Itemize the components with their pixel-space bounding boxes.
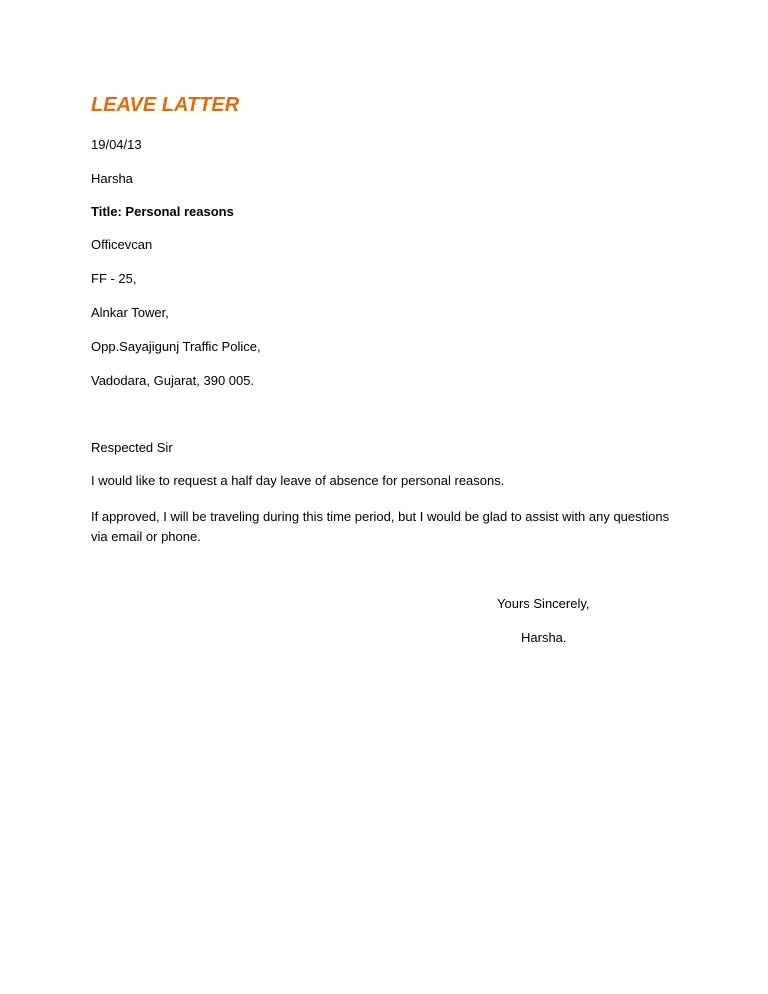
- body-paragraph: If approved, I will be traveling during this time period, but I would be glad to assist with any questions via email or phone.: [91, 509, 670, 544]
- letter-date: 19/04/13: [91, 137, 142, 152]
- letter-subject: Title: Personal reasons: [91, 204, 234, 219]
- address-building: Alnkar Tower,: [91, 305, 169, 320]
- closing: Yours Sincerely,: [497, 596, 590, 611]
- address-city: Vadodara, Gujarat, 390 005.: [91, 373, 255, 388]
- address-unit: FF - 25,: [91, 271, 137, 286]
- sender-name: Harsha: [91, 171, 133, 186]
- signature: Harsha.: [521, 630, 567, 645]
- address-company: Officevcan: [91, 237, 153, 252]
- document-title: LEAVE LATTER: [91, 94, 240, 116]
- address-landmark: Opp.Sayajigunj Traffic Police,: [91, 339, 261, 354]
- body-paragraph: I would like to request a half day leave of absence for personal reasons.: [91, 473, 505, 488]
- salutation: Respected Sir: [91, 440, 173, 455]
